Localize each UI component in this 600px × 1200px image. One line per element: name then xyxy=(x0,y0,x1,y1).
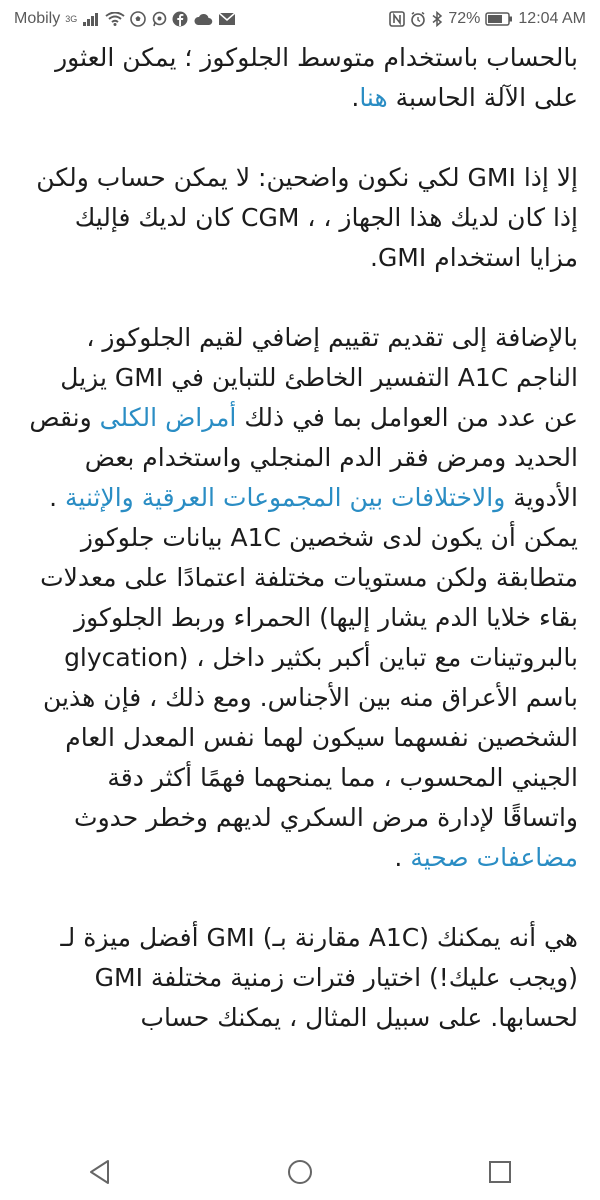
status-bar xyxy=(0,0,600,38)
paragraph-4-text: هي أنه يمكنك (A1C مقارنة بـ) GMI أفضل ميزة لـ (ويجب عليك!) اختيار فترات زمنية مختلفة GMI لحسابها. على سبيل المثال ، يمكنك حساب xyxy=(60,923,578,1032)
bluetooth-icon xyxy=(431,11,443,27)
health-complications-link[interactable]: مضاعفات صحية xyxy=(410,843,578,872)
paragraph-2 xyxy=(26,158,578,278)
article-body xyxy=(0,38,600,1038)
navigation-bar xyxy=(0,1148,600,1200)
paragraph-3-text-3: . يمكن أن يكون لدى شخصين A1C بيانات جلوكوز متطابقة ولكن مستويات مختلفة اعتمادًا على معدلات بقاء خلايا الدم يشار إليها) الحمراء وربط الجلوكوز بالبروتينات مع تباين أكبر بكثير داخل ، (glycation باسم الأعراق منه بين الأجناس. ومع ذلك ، فإن هذين الشخصين نفسهما سيكون لهما نفس المعدل العام الجيني المحسوب ، مما يمنحهما فهمًا أكثر دقة واتساقًا لإدارة مرض السكري لديهم وخطر حدوث xyxy=(40,483,578,832)
paragraph-4 xyxy=(26,918,578,1038)
paragraph-3-text-1: بالإضافة إلى تقديم تقييم إضافي لقيم الجلوكوز ، الناجم A1C التفسير الخاطئ للتباين في GMI يزيل عن عدد من العوامل بما في ذلك xyxy=(60,323,578,432)
wifi-icon xyxy=(105,12,125,26)
ethnic-differences-link[interactable]: والاختلافات بين المجموعات العرقية والإثنية xyxy=(65,483,506,512)
paragraph-1 xyxy=(26,38,578,118)
paragraph-2-text: إلا إذا GMI لكي نكون واضحين: لا يمكن حساب ولكن إذا كان لديك هذا الجهاز ، ، CGM كان لديك فإليك مزايا استخدام GMI. xyxy=(36,163,578,272)
paragraph-1-end: . xyxy=(351,83,360,112)
whatsapp-icon xyxy=(151,11,167,27)
alarm-icon xyxy=(410,11,426,27)
paragraph-3-end: . xyxy=(394,843,403,872)
kidney-disease-link[interactable]: أمراض الكلى xyxy=(99,403,237,432)
clock: 12:04 AM xyxy=(518,10,586,27)
paragraph-3-text-2: ونقص الحديد ومرض فقر الدم المنجلي واستخدام بعض الأدوية xyxy=(29,403,578,512)
soccer-ball-icon xyxy=(130,11,146,27)
cloud-icon xyxy=(193,12,213,26)
back-button[interactable] xyxy=(70,1148,130,1200)
signal-icon xyxy=(82,12,100,26)
battery-icon xyxy=(485,12,513,26)
facebook-icon xyxy=(172,11,188,27)
network-type: 3G xyxy=(65,14,78,24)
paragraph-3 xyxy=(26,318,578,878)
carrier-name: Mobily xyxy=(14,10,61,27)
recents-button[interactable] xyxy=(470,1148,530,1200)
nfc-icon xyxy=(389,11,405,27)
home-button[interactable] xyxy=(270,1148,330,1200)
recents-icon xyxy=(488,1160,512,1188)
paragraph-1-text: بالحساب باستخدام متوسط الجلوكوز ؛ يمكن العثور على الآلة الحاسبة xyxy=(55,43,578,112)
calculator-link[interactable]: هنا xyxy=(359,83,388,112)
battery-percent: 72% xyxy=(448,10,481,27)
mail-icon xyxy=(218,12,236,26)
home-icon xyxy=(287,1159,313,1189)
article-content xyxy=(0,38,600,1148)
back-icon xyxy=(88,1159,112,1189)
